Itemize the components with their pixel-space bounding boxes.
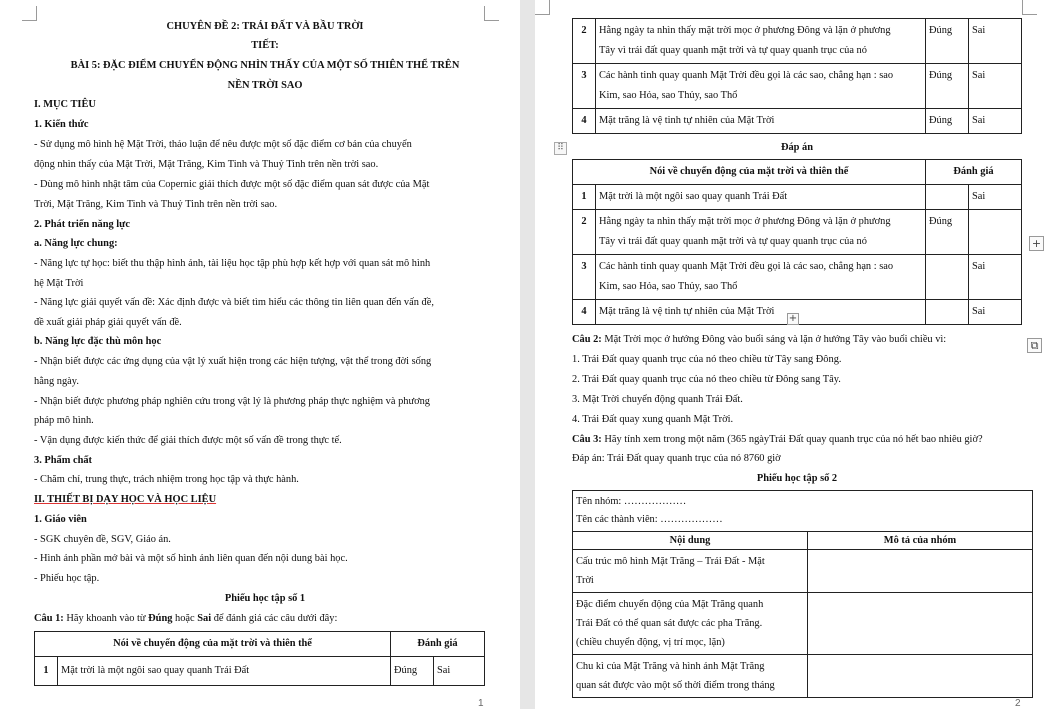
row-statement: Kim, sao Hỏa, sao Thủy, sao Thổ	[599, 90, 738, 101]
q2-option: 2. Trái Đất quay quanh trục của nó theo chiều từ Đông sang Tây.	[572, 374, 841, 385]
row-statement: Kim, sao Hỏa, sao Thủy, sao Thổ	[599, 281, 738, 292]
row-statement: Các hành tinh quay quanh Mặt Trời đều gọi là các sao, chẳng hạn : sao	[599, 70, 894, 81]
body-line: - Sử dụng mô hình hệ Mặt Trời, thảo luận để nêu được một số đặc điểm cơ bản của chuyển	[34, 139, 412, 150]
header-statement: Nói về chuyển động của mặt trời và thiên thể	[573, 160, 926, 185]
table-row	[573, 109, 1022, 134]
body-line: - Nhận biết được phương pháp nghiên cứu trong vật lý là phương pháp thực nghiệm và phương	[34, 396, 430, 407]
row-statement: Tây vì trái đất quay quanh mặt trời và tự quay quanh trục của nó	[599, 236, 867, 247]
worksheet-1-title: Phiếu học tập số 1	[224, 593, 306, 604]
body-line: - Hình ảnh phần mở bài và một số hình ảnh liên quan đến nội dung bài học.	[34, 553, 348, 564]
row-content: Cấu trúc mô hình Mặt Trăng – Trái Đất - Mặt	[576, 556, 765, 567]
row-true	[926, 185, 969, 210]
page-2	[535, 0, 1056, 709]
crop-mark-top-left	[535, 0, 550, 15]
row-true: Đúng	[391, 657, 434, 686]
row-desc-empty[interactable]	[808, 593, 1033, 655]
row-false: Sai	[969, 109, 1022, 134]
row-content: Trái Đất có thể quan sát được các pha Trăng.	[576, 618, 763, 629]
row-false: Sai	[969, 64, 1022, 109]
heading-qualities: 3. Phẩm chất	[34, 455, 93, 466]
header-content: Nội dung	[573, 532, 808, 550]
row-statement: Hằng ngày ta nhìn thấy mặt trời mọc ở phương Đông và lặn ở phương	[599, 25, 891, 36]
row-number: 4	[573, 300, 596, 325]
table-row	[573, 255, 1022, 300]
row-statement: Mặt trời là một ngôi sao quay quanh Trái Đất	[58, 657, 391, 686]
table-move-handle[interactable]: ⠿	[554, 142, 567, 155]
header-desc: Mô tả của nhóm	[808, 532, 1033, 550]
row-number: 2	[573, 210, 596, 255]
paste-options-icon[interactable]: ⧉	[1027, 338, 1042, 353]
add-column-button[interactable]: +	[1029, 236, 1044, 251]
row-statement: Mặt trăng là vệ tinh tự nhiên của Mặt Trời	[596, 300, 926, 325]
heading-general: a. Năng lực chung:	[34, 238, 118, 249]
heading-knowledge: 1. Kiến thức	[34, 119, 89, 130]
row-true	[926, 255, 969, 300]
body-line: - Năng lực giải quyết vấn đề: Xác định được và biết tìm hiểu các thông tin liên quan đến vấn đề,	[34, 297, 434, 308]
table-row	[573, 593, 1033, 655]
row-false	[969, 210, 1022, 255]
row-true: Đúng	[926, 64, 969, 109]
add-row-button[interactable]: +	[788, 313, 798, 324]
question-2: Câu 2: Mặt Trời mọc ở hướng Đông vào buổi sáng và lặn ở hướng Tây vào buổi chiều vì:	[572, 334, 947, 345]
table-header-row	[573, 160, 1022, 185]
heading-specific: b. Năng lực đặc thù môn học	[34, 336, 162, 347]
q2-option: 4. Trái Đất quay xung quanh Mặt Trời.	[572, 414, 734, 425]
table-row	[573, 19, 1022, 64]
chapter-title: CHUYÊN ĐỀ 2: TRÁI ĐẤT VÀ BẦU TRỜI	[166, 21, 364, 32]
worksheet-2-title: Phiếu học tập số 2	[756, 473, 838, 484]
row-content: Chu kì của Mặt Trăng và hình ảnh Mặt Trăng	[576, 661, 765, 672]
row-number: 3	[573, 64, 596, 109]
answer-table	[572, 159, 1022, 325]
body-line: - Vận dụng được kiến thức để giải thích được một số vấn đề trong thực tế.	[34, 435, 342, 446]
body-line: Trời, Mặt Trăng, Kim Tinh và Thuỷ Tinh trên nền trời sao.	[34, 199, 278, 210]
members-field: Tên các thành viên: ………………	[576, 514, 723, 525]
page-number: 1	[478, 698, 484, 709]
row-content: Trời	[576, 575, 594, 586]
page-number: 2	[1015, 698, 1021, 709]
body-line: động nhìn thấy của Mặt Trời, Mặt Trăng, Kim Tinh và Thuỷ Tinh trên nền trời sao.	[34, 159, 379, 170]
header-statement: Nói về chuyển động của mặt trời và thiên thể	[35, 632, 391, 657]
question-3: Câu 3: Hãy tính xem trong một năm (365 ngàyTrái Đất quay quanh trục của nó hết bao nhiêu giờ?	[572, 434, 983, 445]
body-line: - Nhận biết được các ứng dụng của vật lý xuất hiện trong các hiện tượng, vật thể trong đời sống	[34, 356, 432, 367]
table-row	[573, 655, 1033, 698]
body-line: - SGK chuyên đề, SGV, Giáo án.	[34, 534, 171, 545]
crop-mark-top-right	[1022, 0, 1037, 15]
row-number: 2	[573, 19, 596, 64]
body-line: - Dùng mô hình nhật tâm của Copernic giải thích được một số đặc điểm quan sát được của Mặt	[34, 179, 430, 190]
worksheet-2-table	[572, 490, 1033, 698]
row-false: Sai	[434, 657, 485, 686]
header-eval: Đánh giá	[926, 160, 1022, 185]
row-false: Sai	[969, 185, 1022, 210]
lesson-title-line1: BÀI 5: ĐẶC ĐIỂM CHUYỂN ĐỘNG NHÌN THẤY CỦA MỘT SỐ THIÊN THỂ TRÊN	[70, 60, 460, 71]
q3-answer: Đáp án: Trái Đất quay quanh trục của nó 8760 giờ	[572, 453, 781, 464]
row-true: Đúng	[926, 210, 969, 255]
row-false: Sai	[969, 19, 1022, 64]
body-line: - Phiếu học tập.	[34, 573, 100, 584]
body-line: đề xuất giải pháp giải quyết vấn đề.	[34, 317, 182, 328]
body-line: - Chăm chỉ, trung thực, trách nhiệm trong học tập và thực hành.	[34, 474, 299, 485]
question-1: Câu 1: Hãy khoanh vào từ Đúng hoặc Sai để đánh giá các câu dưới đây:	[34, 613, 338, 624]
worksheet-1-table	[34, 631, 485, 686]
row-number: 3	[573, 255, 596, 300]
row-statement: Mặt trăng là vệ tinh tự nhiên của Mặt Trời	[596, 109, 926, 134]
group-name-field: Tên nhóm: ………………	[576, 496, 687, 507]
header-eval: Đánh giá	[391, 632, 485, 657]
lesson-title-line2: NỀN TRỜI SAO	[227, 80, 303, 91]
answer-title: Đáp án	[780, 142, 814, 153]
row-number: 1	[35, 657, 58, 686]
section-objectives: I. MỤC TIÊU	[34, 99, 96, 110]
heading-teacher: 1. Giáo viên	[34, 514, 87, 525]
row-statement: Các hành tinh quay quanh Mặt Trời đều gọi là các sao, chẳng hạn : sao	[599, 261, 894, 272]
row-content: quan sát được vào một số thời điểm trong tháng	[576, 680, 775, 691]
body-line: pháp mô hình.	[34, 415, 94, 426]
q2-option: 1. Trái Đất quay quanh trục của nó theo chiều từ Tây sang Đông.	[572, 354, 842, 365]
crop-mark-top-left	[22, 6, 37, 21]
row-true: Đúng	[926, 109, 969, 134]
row-false: Sai	[969, 255, 1022, 300]
row-statement: Hằng ngày ta nhìn thấy mặt trời mọc ở phương Đông và lặn ở phương	[599, 216, 891, 227]
table-row	[573, 64, 1022, 109]
heading-competence: 2. Phát triển năng lực	[34, 219, 130, 230]
page-1	[0, 0, 520, 709]
row-true: Đúng	[926, 19, 969, 64]
crop-mark-top-right	[484, 6, 499, 21]
row-false: Sai	[969, 300, 1022, 325]
row-content: (chiều chuyển động, vị trí mọc, lặn)	[576, 637, 725, 648]
worksheet-1-table-continued	[572, 18, 1022, 134]
group-name-row	[573, 491, 1033, 532]
row-true	[926, 300, 969, 325]
row-number: 4	[573, 109, 596, 134]
row-statement: Mặt trời là một ngôi sao quay quanh Trái Đất	[596, 185, 926, 210]
body-line: hằng ngày.	[34, 376, 79, 387]
lesson-period: TIẾT:	[251, 40, 279, 51]
row-content: Đặc điểm chuyển động của Mặt Trăng quanh	[576, 599, 764, 610]
table-row	[573, 550, 1033, 593]
q2-option: 3. Mặt Trời chuyển động quanh Trái Đất.	[572, 394, 743, 405]
body-line: hệ Mặt Trời	[34, 278, 84, 289]
row-number: 1	[573, 185, 596, 210]
row-statement: Tây vì trái đất quay quanh mặt trời và tự quay quanh trục của nó	[599, 45, 867, 56]
table-row	[573, 185, 1022, 210]
row-desc-empty[interactable]	[808, 550, 1033, 593]
row-desc-empty[interactable]	[808, 655, 1033, 698]
table-row	[573, 210, 1022, 255]
table-header-row	[573, 532, 1033, 550]
table-row	[35, 657, 485, 686]
table-header-row	[35, 632, 485, 657]
body-line: - Năng lực tự học: biết thu thập hình ảnh, tài liệu học tập phù hợp kết hợp với quan sát mô hình	[34, 258, 431, 269]
section-equipment: II. THIẾT BỊ DẠY HỌC VÀ HỌC LIỆU	[34, 494, 217, 505]
